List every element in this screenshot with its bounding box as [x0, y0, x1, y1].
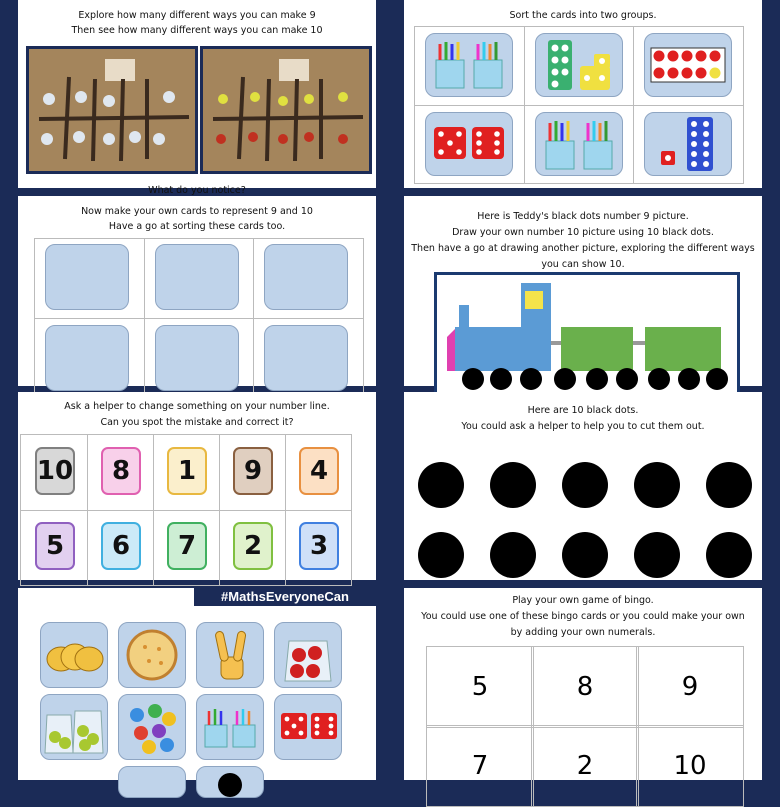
picture-card — [196, 622, 264, 688]
instruction-line: by adding your own numerals. — [510, 627, 656, 638]
number-card-grid — [20, 434, 352, 586]
dice-icon — [426, 113, 512, 175]
panel-ten-dots — [404, 392, 762, 580]
pencil-pots-icon — [197, 695, 263, 759]
black-dot — [706, 532, 752, 578]
instruction-line: Can you spot the mistake and correct it? — [100, 417, 294, 428]
blank-card — [155, 325, 239, 391]
bingo-cell: 2 — [531, 725, 639, 807]
bingo-cell: 10 — [636, 725, 744, 807]
blank-card — [45, 325, 129, 391]
instruction-line: Then see how many different ways you can make 10 — [71, 25, 323, 36]
bingo-cell: 8 — [531, 646, 639, 728]
sort-card — [634, 105, 744, 184]
black-dot — [634, 532, 680, 578]
panel-bingo — [404, 588, 762, 780]
blank-card-grid — [34, 238, 364, 398]
number-card: 9 — [233, 447, 273, 495]
instruction-line: You could use one of these bingo cards or you could make your own — [421, 611, 745, 622]
train-picture — [434, 272, 740, 408]
black-dot — [418, 532, 464, 578]
black-dot — [562, 462, 608, 508]
instruction-line: Here are 10 black dots. — [527, 405, 639, 416]
sort-card — [415, 27, 525, 106]
black-dot — [490, 532, 536, 578]
pencil-pots-icon — [536, 113, 622, 175]
pencil-pots-icon — [426, 34, 512, 96]
instruction-line: you can show 10. — [541, 259, 625, 270]
blank-card — [155, 244, 239, 310]
number-card: 2 — [233, 522, 273, 570]
photo-ten — [200, 46, 372, 174]
black-dot — [418, 462, 464, 508]
blank-card — [264, 325, 348, 391]
picture-card — [118, 694, 186, 760]
instruction-line: Ask a helper to change something on your number line. — [64, 401, 330, 412]
picture-card — [274, 622, 342, 688]
panel-make-cards — [18, 185, 376, 386]
number-card: 1 — [167, 447, 207, 495]
pizza-icon — [119, 623, 185, 687]
number-card: 7 — [167, 522, 207, 570]
black-dot — [490, 462, 536, 508]
sort-grid — [414, 26, 744, 184]
picture-card — [196, 766, 264, 798]
number-blocks-icon — [536, 34, 622, 96]
number-card: 4 — [299, 447, 339, 495]
blank-card — [264, 244, 348, 310]
panel-picture-cards — [18, 588, 376, 780]
instruction-line: Explore how many different ways you can make 9 — [78, 10, 316, 21]
bingo-cell: 7 — [426, 725, 534, 807]
picture-card — [196, 694, 264, 760]
black-dot — [706, 462, 752, 508]
sort-card — [415, 105, 525, 184]
teddy-counters-icon — [119, 695, 185, 759]
hashtag-banner: #MathsEveryoneCan — [194, 588, 376, 606]
bingo-cell: 9 — [636, 646, 744, 728]
blank-card — [45, 244, 129, 310]
number-card: 8 — [101, 447, 141, 495]
two-fingers-icon — [197, 623, 263, 687]
instruction-line: Sort the cards into two groups. — [509, 10, 657, 21]
instruction-line: You could ask a helper to help you to cut them out. — [461, 421, 705, 432]
black-dot — [634, 462, 680, 508]
sort-card — [524, 105, 634, 184]
instruction-line: Play your own game of bingo. — [512, 595, 654, 606]
tens-frame-icon — [645, 34, 731, 96]
instruction-line: What do you notice? — [148, 185, 246, 196]
picture-card — [40, 694, 108, 760]
bread-rolls-icon — [41, 623, 107, 687]
instruction-line: Have a go at sorting these cards too. — [108, 221, 286, 232]
panel-sort-cards — [404, 0, 762, 188]
dice-icon — [275, 695, 341, 759]
bingo-cell: 5 — [426, 646, 534, 728]
number-block-ten-icon — [645, 113, 731, 175]
picture-card — [118, 766, 186, 798]
instruction-line: Draw your own number 10 picture using 10 black dots. — [452, 227, 714, 238]
instruction-line: Here is Teddy's black dots number 9 picture. — [477, 211, 689, 222]
picture-card — [40, 622, 108, 688]
instruction-line: Then have a go at drawing another picture, exploring the different ways — [411, 243, 755, 254]
sort-card — [524, 27, 634, 106]
panel-explore-nine-ten — [18, 0, 376, 188]
number-card: 5 — [35, 522, 75, 570]
number-card: 10 — [35, 447, 75, 495]
sort-card — [634, 27, 744, 106]
panel-number-line — [18, 392, 376, 580]
black-dot — [562, 532, 608, 578]
number-card: 6 — [101, 522, 141, 570]
apples-bag-icon — [275, 623, 341, 687]
number-card: 3 — [299, 522, 339, 570]
panel-teddy-train — [404, 196, 762, 386]
instruction-line: Now make your own cards to represent 9 and 10 — [81, 206, 313, 217]
photo-nine — [26, 46, 198, 174]
picture-card — [118, 622, 186, 688]
picture-card — [274, 694, 342, 760]
pears-bag-icon — [41, 695, 107, 759]
